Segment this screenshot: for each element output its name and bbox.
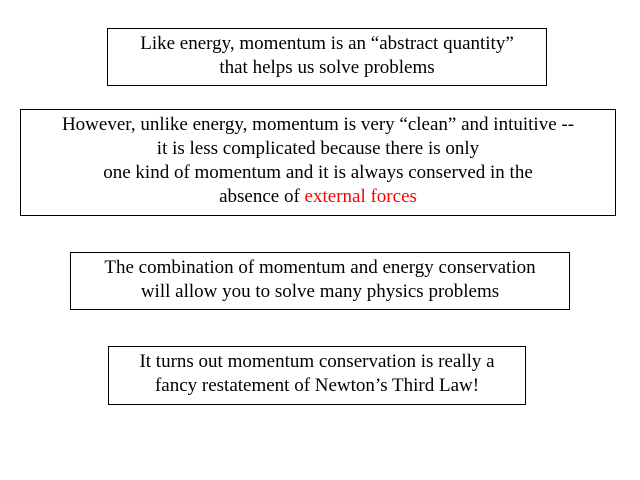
text-line: it is less complicated because there is only — [156, 138, 480, 159]
text-box-clean-intuitive — [20, 109, 616, 216]
text-line: will allow you to solve many physics problems — [140, 281, 500, 302]
highlighted-text-external-forces: external forces — [304, 186, 417, 207]
text-line: one kind of momentum and it is always conserved in the — [103, 162, 533, 183]
text-line: However, unlike energy, momentum is very “clean” and intuitive -- — [61, 114, 575, 135]
text-line: fancy restatement of Newton’s Third Law! — [154, 375, 480, 396]
text-box-newtons-third-law — [108, 346, 526, 405]
text-line: that helps us solve problems — [219, 57, 435, 78]
text-box-combination — [70, 252, 570, 310]
text-segment: absence of — [219, 186, 305, 207]
text-line: Like energy, momentum is an “abstract quantity” — [140, 33, 514, 54]
text-line-with-highlight — [21, 185, 615, 209]
text-line: It turns out momentum conservation is really a — [139, 351, 495, 372]
text-box-abstract-quantity — [107, 28, 547, 86]
text-line: The combination of momentum and energy conservation — [104, 257, 536, 278]
